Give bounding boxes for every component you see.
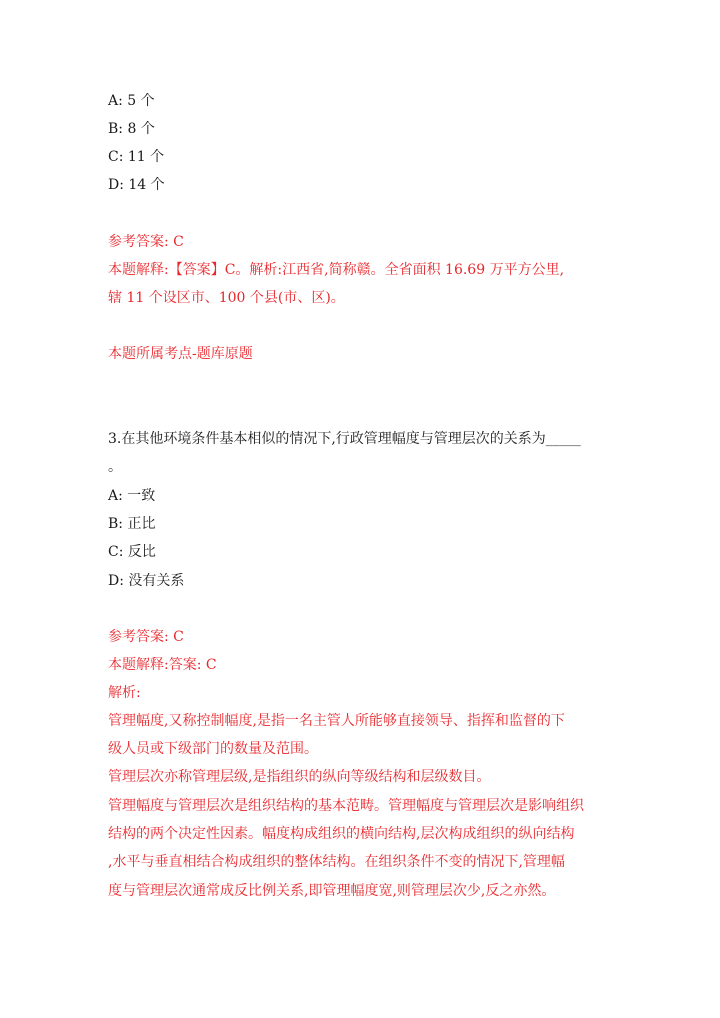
q2-answer: 参考答案: C xyxy=(108,234,184,250)
q3-analysis-line-7: 度与管理层次通常成反比例关系,即管理幅度宽,则管理层次少,反之亦然。 xyxy=(108,883,556,899)
q3-option-d: D: 没有关系 xyxy=(108,573,185,589)
q2-explanation-line-1: 本题解释:【答案】C。解析:江西省,简称赣。全省面积 16.69 万平方公里, xyxy=(108,262,565,278)
q3-option-c: C: 反比 xyxy=(108,544,156,560)
q2-option-b: B: 8 个 xyxy=(108,121,155,137)
q2-option-d: D: 14 个 xyxy=(108,177,165,193)
q3-analysis-line-4: 管理幅度与管理层次是组织结构的基本范畴。管理幅度与管理层次是影响组织 xyxy=(108,798,584,814)
q3-analysis-label: 解析: xyxy=(108,685,141,701)
q3-explanation-label: 本题解释:答案: C xyxy=(108,657,217,673)
q3-analysis-line-1: 管理幅度,又称控制幅度,是指一名主管人所能够直接领导、指挥和监督的下 xyxy=(108,713,565,729)
q3-option-b: B: 正比 xyxy=(108,516,156,532)
q2-topic: 本题所属考点-题库原题 xyxy=(108,346,253,362)
q3-analysis-line-6: ,水平与垂直相结合构成组织的整体结构。在组织条件不变的情况下,管理幅 xyxy=(108,854,565,870)
q3-option-a: A: 一致 xyxy=(108,488,156,504)
q2-option-c: C: 11 个 xyxy=(108,149,165,165)
q3-analysis-line-2: 级人员或下级部门的数量及范围。 xyxy=(108,741,318,757)
q3-analysis-line-3: 管理层次亦称管理层级,是指组织的纵向等级结构和层级数目。 xyxy=(108,769,491,785)
q3-analysis-line-5: 结构的两个决定性因素。幅度构成组织的横向结构,层次构成组织的纵向结构 xyxy=(108,826,575,842)
q3-question-line-2: 。 xyxy=(108,459,122,475)
q2-option-a: A: 5 个 xyxy=(108,93,155,109)
q3-question-line-1: 3.在其他环境条件基本相似的情况下,行政管理幅度与管理层次的关系为_____ xyxy=(108,431,581,447)
q3-answer: 参考答案: C xyxy=(108,629,184,645)
q2-explanation-line-2: 辖 11 个设区市、100 个县(市、区)。 xyxy=(108,290,345,306)
